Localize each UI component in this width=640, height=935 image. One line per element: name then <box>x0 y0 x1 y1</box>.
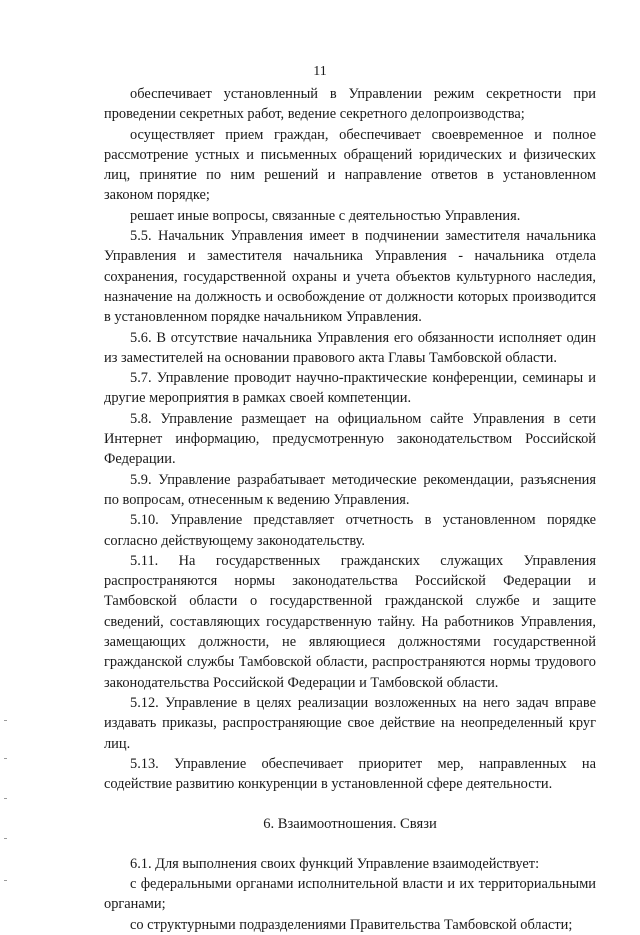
paragraph: обеспечивает установленный в Управлении режим секретности при проведении секретных работ, ведение секретного делопроизводства; <box>104 86 596 123</box>
paragraph: 5.12. Управление в целях реализации возложенных на него задач вправе издавать приказы, распространяющие свое действие на неопределенный круг лиц. <box>104 694 596 752</box>
paragraph: 6.1. Для выполнения своих функций Управление взаимодействует: <box>130 855 540 872</box>
page-number: 11 <box>313 64 327 79</box>
document-body <box>104 84 596 935</box>
paragraph: осуществляет прием граждан, обеспечивает своевременное и полное рассмотрение устных и письменных обращений юридических и физических лиц, принятие по ним решений и направление ответов в установленном законом порядке; <box>104 126 596 204</box>
section-title: 6. Взаимоотношения. Связи <box>263 816 437 833</box>
paragraph: 5.6. В отсутствие начальника Управления его обязанности исполняет один из заместителей на основании правового акта Главы Тамбовской области. <box>104 329 596 366</box>
paragraph: решает иные вопросы, связанные с деятельностью Управления. <box>130 207 521 224</box>
paragraph: 5.13. Управление обеспечивает приоритет мер, направленных на содействие развитию конкуренции в установленной сфере деятельности. <box>104 755 596 793</box>
paragraph: 5.8. Управление размещает на официальном сайте Управления в сети Интернет информацию, предусмотренную законодательством Российской Федерации. <box>104 410 596 468</box>
paragraph: 5.10. Управление представляет отчетность в установленном порядке согласно действующему законодательству. <box>104 512 596 549</box>
paragraph: 5.7. Управление проводит научно-практические конференции, семинары и другие мероприятия в рамках своей компетенции. <box>104 370 596 407</box>
paragraph: со структурными подразделениями Правительства Тамбовской области; <box>130 916 573 933</box>
paragraph: с федеральными органами исполнительной власти и их территориальными органами; <box>104 875 596 913</box>
paragraph: 5.9. Управление разрабатывает методические рекомендации, разъяснения по вопросам, отнесенным к ведению Управления. <box>104 471 596 508</box>
paragraph: 5.5. Начальник Управления имеет в подчинении заместителя начальника Управления и заместителя начальника Управления - начальника отдела сохранения, государственной охраны и учета объектов культурного наследия, назначение на должность и освобождение от должности которых производится в установленном порядке начальником Управления. <box>104 228 596 326</box>
scan-margin-marks <box>4 720 10 890</box>
paragraph: 5.11. На государственных гражданских служащих Управления распространяются нормы законодательства Российской Федерации и Тамбовской области о государственной гражданской службе и защите сведений, составляющих государственную тайну. На работников Управления, замещающих должности, не являющиеся должностями государственной гражданской службы Тамбовской области, распространяются нормы трудового законодательства Российской Федерации и Тамбовской области. <box>104 552 596 691</box>
